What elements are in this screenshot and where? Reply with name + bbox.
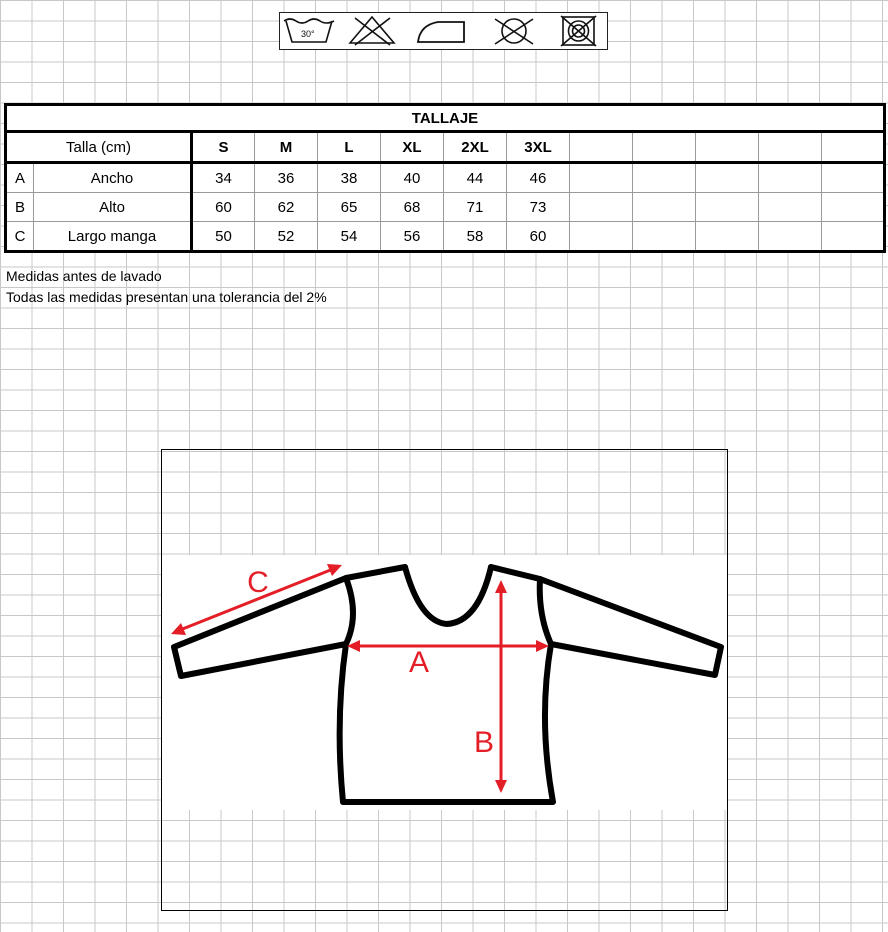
size-header: 3XL bbox=[507, 132, 570, 163]
garment-diagram bbox=[161, 449, 728, 911]
no-tumble-dry-icon bbox=[495, 19, 533, 44]
row-label: Alto bbox=[34, 193, 192, 222]
table-cell: 68 bbox=[381, 193, 444, 222]
no-dry-clean-icon bbox=[561, 16, 596, 46]
care-symbols bbox=[279, 12, 608, 50]
size-table bbox=[4, 103, 886, 253]
wash-temp-label: 30° bbox=[301, 29, 315, 39]
row-label: Ancho bbox=[34, 163, 192, 193]
table-cell: 52 bbox=[255, 222, 318, 252]
label-b: B bbox=[473, 726, 495, 759]
row-code: A bbox=[6, 163, 34, 193]
size-header: S bbox=[192, 132, 255, 163]
size-header: 2XL bbox=[444, 132, 507, 163]
size-header: XL bbox=[381, 132, 444, 163]
table-row bbox=[6, 163, 885, 193]
table-cell: 60 bbox=[507, 222, 570, 252]
row-label: Largo manga bbox=[34, 222, 192, 252]
no-bleach-icon bbox=[350, 17, 394, 45]
table-cell: 44 bbox=[444, 163, 507, 193]
table-cell: 65 bbox=[318, 193, 381, 222]
table-cell: 60 bbox=[192, 193, 255, 222]
table-cell: 46 bbox=[507, 163, 570, 193]
table-title: TALLAJE bbox=[6, 105, 885, 132]
table-cell: 58 bbox=[444, 222, 507, 252]
table-cell: 62 bbox=[255, 193, 318, 222]
table-cell: 50 bbox=[192, 222, 255, 252]
note-wash: Medidas antes de lavado bbox=[6, 268, 162, 284]
table-cell: 38 bbox=[318, 163, 381, 193]
header-label: Talla (cm) bbox=[6, 132, 192, 163]
table-cell: 40 bbox=[381, 163, 444, 193]
iron-icon bbox=[418, 22, 464, 42]
table-cell: 73 bbox=[507, 193, 570, 222]
table-cell: 56 bbox=[381, 222, 444, 252]
label-a: A bbox=[408, 646, 430, 679]
table-cell: 36 bbox=[255, 163, 318, 193]
table-cell: 34 bbox=[192, 163, 255, 193]
label-c: C bbox=[247, 566, 269, 599]
row-code: C bbox=[6, 222, 34, 252]
wash-30-icon bbox=[284, 19, 334, 42]
table-row bbox=[6, 193, 885, 222]
note-tolerance: Todas las medidas presentan una tolerancia del 2% bbox=[6, 289, 327, 305]
row-code: B bbox=[6, 193, 34, 222]
size-header: L bbox=[318, 132, 381, 163]
table-cell: 54 bbox=[318, 222, 381, 252]
table-cell: 71 bbox=[444, 193, 507, 222]
table-row bbox=[6, 222, 885, 252]
size-header: M bbox=[255, 132, 318, 163]
